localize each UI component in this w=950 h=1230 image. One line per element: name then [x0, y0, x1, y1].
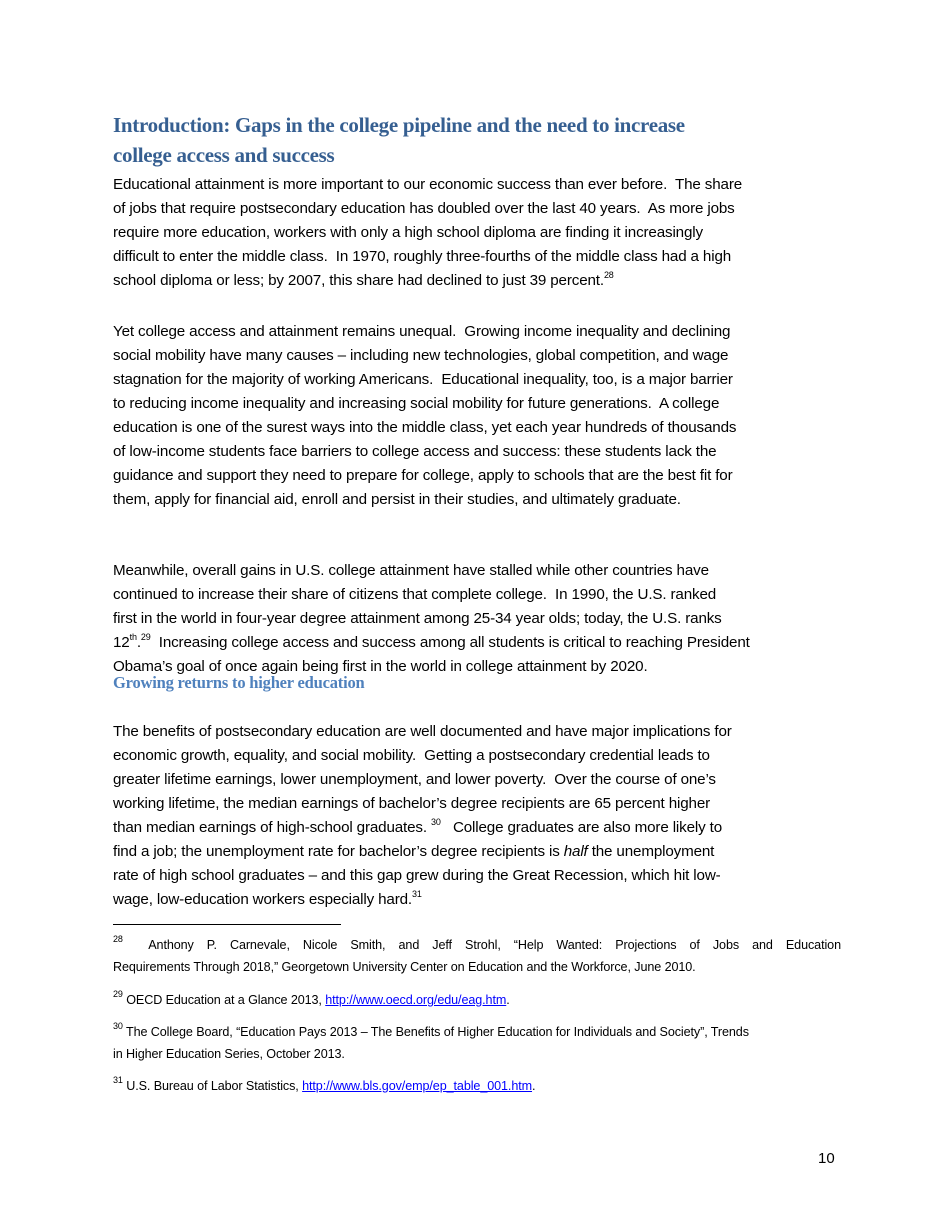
- text-line: [113, 792, 841, 816]
- footnote-ref: 29: [140, 632, 151, 642]
- footnote-link[interactable]: http://www.oecd.org/edu/eag.htm: [325, 993, 507, 1007]
- paragraph-inequality: [113, 320, 841, 512]
- footnote-separator: [113, 924, 341, 925]
- emphasis: half: [563, 843, 588, 860]
- text-line: [113, 864, 841, 888]
- text-run: .: [532, 1079, 536, 1093]
- page-number: 10: [818, 1150, 835, 1167]
- text-run: The College Board, “Education Pays 2013 – The Benefits of Higher Education for Individuals and Society”, Trends: [122, 1025, 749, 1039]
- title-line: college access and success: [113, 143, 335, 167]
- text-line: [113, 197, 841, 221]
- text-run: social mobility have many causes – including new technologies, global competition, and wage: [113, 347, 729, 364]
- text-run: Obama’s goal of once again being first in the world in college attainment by 2020.: [113, 658, 648, 675]
- footnote-ref: 28: [603, 270, 614, 280]
- text-run: continued to increase their share of citizens that complete college. In 1990, the U.S. ranked: [113, 586, 717, 603]
- text-run: working lifetime, the median earnings of bachelor’s degree recipients are 65 percent higher: [113, 795, 711, 812]
- footnote-ref: th: [129, 632, 137, 642]
- text-run: in Higher Education Series, October 2013.: [113, 1047, 345, 1061]
- text-run: Increasing college access and success among all students is critical to reaching President: [150, 634, 750, 651]
- text-line: [113, 607, 841, 631]
- text-run: .: [506, 993, 510, 1007]
- text-line: [113, 956, 841, 978]
- text-line: [113, 488, 841, 512]
- text-run: difficult to enter the middle class. In 1970, roughly three-fourths of the middle class had a high: [113, 248, 732, 265]
- text-line: [113, 440, 841, 464]
- paragraph-benefits: [113, 720, 841, 912]
- paragraph-attainment: [113, 173, 841, 293]
- text-run: first in the world in four-year degree attainment among 25-34 year olds; today, the U.S. ranks: [113, 610, 722, 627]
- text-line: [113, 1075, 841, 1097]
- footnote-ref: 30: [431, 817, 441, 827]
- text-line: [113, 840, 841, 864]
- text-line: [113, 464, 841, 488]
- text-run: economic growth, equality, and social mobility. Getting a postsecondary credential leads to: [113, 747, 710, 764]
- text-run: find a job; the unemployment rate for bachelor’s degree recipients is: [113, 843, 564, 860]
- text-line: [113, 989, 841, 1011]
- text-run: school diploma or less; by 2007, this share had declined to just 39 percent.: [113, 272, 604, 289]
- text-line: [113, 368, 841, 392]
- text-line: [113, 631, 841, 655]
- footnote-28: [113, 934, 841, 978]
- footnote-ref: 28: [113, 934, 123, 944]
- title-line: Introduction: Gaps in the college pipeline and the need to increase: [113, 113, 685, 137]
- text-line: [113, 173, 841, 197]
- footnote-ref: 31: [113, 1075, 123, 1085]
- footnote-29: [113, 989, 841, 1011]
- text-run: 12: [113, 634, 130, 651]
- text-run: of jobs that require postsecondary education has doubled over the last 40 years. As more jobs: [113, 200, 735, 217]
- text-line: [113, 221, 841, 245]
- text-run: rate of high school graduates – and this gap grew during the Great Recession, which hit low-: [113, 867, 721, 884]
- text-run: of low-income students face barriers to college access and success: these students lack the: [113, 443, 717, 460]
- subheading-returns: Growing returns to higher education: [113, 673, 365, 692]
- text-run: The benefits of postsecondary education are well documented and have major implications for: [113, 723, 732, 740]
- page-title: [113, 110, 841, 170]
- footnote-30: [113, 1021, 841, 1065]
- footnote-link[interactable]: http://www.bls.gov/emp/ep_table_001.htm: [302, 1079, 533, 1093]
- text-run: require more education, workers with only a high school diploma are finding it increasingly: [113, 224, 703, 241]
- text-run: Educational attainment is more important to our economic success than ever before. The share: [113, 176, 743, 193]
- text-run: College graduates are also more likely to: [440, 819, 723, 836]
- text-line: [113, 1021, 841, 1043]
- paragraph-attainment-stalled: [113, 559, 841, 679]
- footnote-ref: 31: [412, 889, 422, 899]
- text-run: education is one of the surest ways into the middle class, yet each year hundreds of thousands: [113, 419, 737, 436]
- text-line: [113, 720, 841, 744]
- text-line: [113, 320, 841, 344]
- text-run: Requirements Through 2018,” Georgetown University Center on Education and the Workforce, June 2010.: [113, 960, 696, 974]
- footnote-ref: 30: [113, 1021, 123, 1031]
- text-line: [113, 768, 841, 792]
- text-run: greater lifetime earnings, lower unemployment, and lower poverty. Over the course of one’s: [113, 771, 716, 788]
- text-line: [113, 245, 841, 269]
- text-run: them, apply for financial aid, enroll and persist in their studies, and ultimately graduate.: [113, 491, 681, 508]
- text-run: Anthony P. Carnevale, Nicole Smith, and Jeff Strohl, “Help Wanted: Projections of Jobs and Education: [122, 938, 841, 952]
- text-line: [113, 744, 841, 768]
- text-line: [113, 559, 841, 583]
- text-line: [113, 1043, 841, 1065]
- text-run: the unemployment: [587, 843, 715, 860]
- section-heading: [113, 672, 841, 694]
- text-line: [113, 583, 841, 607]
- footnote-31: [113, 1075, 841, 1097]
- text-run: U.S. Bureau of Labor Statistics,: [122, 1079, 303, 1093]
- text-line: [113, 344, 841, 368]
- text-line: [113, 416, 841, 440]
- text-run: Meanwhile, overall gains in U.S. college attainment have stalled while other countries have: [113, 562, 709, 579]
- text-line: [113, 392, 841, 416]
- text-run: .: [136, 634, 141, 651]
- text-line: [113, 269, 841, 293]
- text-line: [113, 888, 841, 912]
- text-run: to reducing income inequality and increasing social mobility for future generations. A college: [113, 395, 720, 412]
- text-run: guidance and support they need to prepare for college, apply to schools that are the best fit for: [113, 467, 733, 484]
- text-run: Yet college access and attainment remains unequal. Growing income inequality and declining: [113, 323, 731, 340]
- text-line: [113, 934, 841, 956]
- text-run: than median earnings of high-school graduates.: [113, 819, 432, 836]
- text-run: wage, low-education workers especially hard.: [113, 891, 412, 908]
- text-run: OECD Education at a Glance 2013,: [122, 993, 326, 1007]
- text-line: [113, 816, 841, 840]
- footnote-ref: 29: [113, 989, 123, 999]
- text-run: stagnation for the majority of working Americans. Educational inequality, too, is a major barrier: [113, 371, 733, 388]
